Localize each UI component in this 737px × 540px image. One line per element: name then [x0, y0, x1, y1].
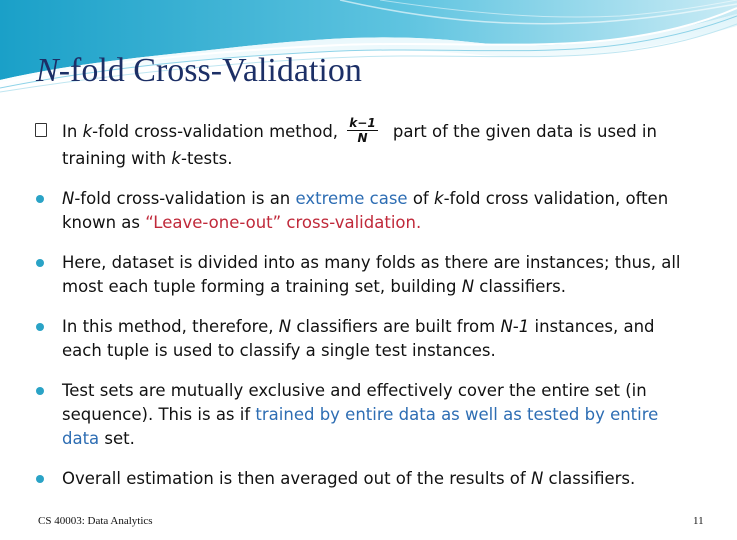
slide-title [36, 52, 362, 90]
bullet-dot-icon [36, 259, 44, 267]
footer-course-label: CS 40003: Data Analytics [38, 515, 153, 527]
bullet-text: classifiers. [474, 277, 567, 296]
bullet-text: -tests. [180, 149, 233, 168]
slide-number: 11 [693, 515, 704, 527]
fraction-denominator: N [357, 131, 368, 145]
bullet-text: Overall estimation is then averaged out of the results of [62, 469, 531, 488]
bullet-text: classifiers. [543, 469, 636, 488]
title-text: -fold Cross-Validation [58, 52, 362, 89]
fraction-numerator: k−1 [349, 116, 376, 130]
italic-k: k [82, 122, 93, 141]
bullet-text: part of the given data is used in training with [62, 122, 657, 168]
italic-n: N [62, 189, 75, 208]
italic-k: k [434, 189, 444, 208]
bullet-text: set. [99, 429, 135, 448]
missing-glyph-bullet-icon [35, 123, 47, 137]
bullet-text: of [407, 189, 434, 208]
bullet-item [36, 467, 686, 491]
highlight-blue-text: extreme case [295, 189, 408, 208]
bullet-dot-icon [36, 195, 44, 203]
bullet-dot-icon [36, 323, 44, 331]
italic-k: k [171, 149, 181, 168]
bullet-text: classifiers are built from [291, 317, 501, 336]
bullet-text: -fold cross-validation method, [92, 122, 344, 141]
highlight-red-text: “Leave-one-out” cross-validation. [145, 213, 422, 232]
bullet-text: In [62, 122, 83, 141]
bullet-list [36, 118, 686, 507]
bullet-text: -fold cross-validation is an [74, 189, 296, 208]
bullet-text: Here, dataset is divided into as many folds as there are instances; thus, all most each tuple forming a training set, building [62, 253, 681, 296]
italic-n: N [278, 317, 292, 336]
bullet-text: -fold cross validation, often known as [62, 189, 669, 232]
fraction [347, 116, 377, 145]
bullet-item [36, 315, 686, 363]
bullet-item [36, 251, 686, 299]
italic-n: N [461, 277, 475, 296]
bullet-text: Test sets are mutually exclusive and effectively cover the entire set (in sequence). This is as if [62, 381, 647, 424]
bullet-text: In this method, therefore, [62, 317, 279, 336]
bullet-item [36, 118, 686, 171]
title-variable: N [36, 52, 59, 89]
bullet-text: instances, and each tuple is used to classify a single test instances. [62, 317, 655, 360]
italic-n-minus-1: N-1 [500, 317, 530, 336]
bullet-dot-icon [36, 475, 44, 483]
bullet-item [36, 379, 686, 451]
bullet-item [36, 187, 686, 235]
italic-n: N [530, 469, 544, 488]
highlight-blue-text: trained by entire data as well as tested by entire data [62, 405, 659, 448]
bullet-dot-icon [36, 387, 44, 395]
